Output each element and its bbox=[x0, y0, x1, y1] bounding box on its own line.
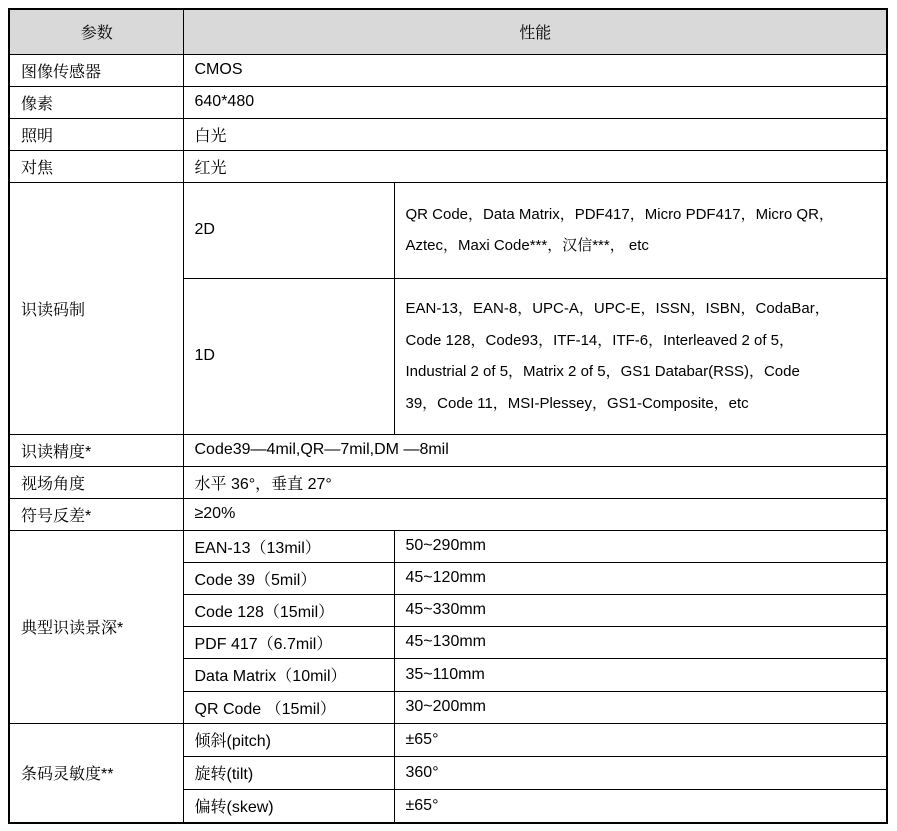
sensitivity-value: ±65° bbox=[394, 789, 887, 823]
dof-symbol: PDF 417（6.7mil） bbox=[183, 626, 394, 658]
dof-range: 30~200mm bbox=[394, 691, 887, 723]
illumination-value: 白光 bbox=[183, 118, 887, 150]
symbologies-1d-label: 1D bbox=[183, 278, 394, 434]
resolution-label: 识读精度* bbox=[9, 434, 183, 466]
field-of-view-label: 视场角度 bbox=[9, 466, 183, 498]
symbologies-1d-line: Industrial 2 of 5，Matrix 2 of 5，GS1 Databar(RSS)，Code bbox=[405, 363, 800, 380]
dof-range: 50~290mm bbox=[394, 530, 887, 562]
symbologies-label: 识读码制 bbox=[9, 182, 183, 434]
dof-symbol: Data Matrix（10mil） bbox=[183, 658, 394, 691]
param-header: 参数 bbox=[9, 9, 183, 54]
sensitivity-row bbox=[9, 723, 887, 756]
aiming-row bbox=[9, 150, 887, 182]
header-row bbox=[9, 9, 887, 54]
symbologies-1d-line: 39，Code 11，MSI-Plessey，GS1-Composite，etc bbox=[405, 394, 749, 412]
depth-of-field-label: 典型识读景深* bbox=[9, 530, 183, 723]
dof-range: 45~120mm bbox=[394, 562, 887, 594]
symbologies-2d-line: QR Code，Data Matrix，PDF417，Micro PDF417，Micro QR， bbox=[405, 205, 834, 223]
sensitivity-value: ±65° bbox=[394, 723, 887, 756]
depth-of-field-row bbox=[9, 530, 887, 562]
dof-range: 35~110mm bbox=[394, 658, 887, 691]
print-contrast-label: 符号反差* bbox=[9, 498, 183, 530]
illumination-label: 照明 bbox=[9, 118, 183, 150]
symbologies-2d-row bbox=[9, 182, 887, 278]
dof-symbol: EAN-13（13mil） bbox=[183, 530, 394, 562]
illumination-row bbox=[9, 118, 887, 150]
print-contrast-row bbox=[9, 498, 887, 530]
dof-symbol: QR Code （15mil） bbox=[183, 691, 394, 723]
sensor-row bbox=[9, 54, 887, 86]
resolution-value: Code39—4mil,QR—7mil,DM —8mil bbox=[183, 434, 887, 466]
dof-range: 45~330mm bbox=[394, 594, 887, 626]
sensor-label: 图像传感器 bbox=[9, 54, 183, 86]
pixels-row bbox=[9, 86, 887, 118]
aiming-value: 红光 bbox=[183, 150, 887, 182]
performance-header: 性能 bbox=[183, 9, 887, 54]
aiming-label: 对焦 bbox=[9, 150, 183, 182]
pixels-value: 640*480 bbox=[183, 86, 887, 118]
pixels-label: 像素 bbox=[9, 86, 183, 118]
symbologies-2d-label: 2D bbox=[183, 182, 394, 278]
print-contrast-value: ≥20% bbox=[183, 498, 887, 530]
sensitivity-angle: 旋转(tilt) bbox=[183, 756, 394, 789]
dof-symbol: Code 128（15mil） bbox=[183, 594, 394, 626]
symbologies-1d-line: Code 128，Code93，ITF-14，ITF-6，Interleaved 2 of 5， bbox=[405, 331, 795, 349]
field-of-view-value: 水平 36°，垂直 27° bbox=[183, 466, 887, 498]
resolution-row bbox=[9, 434, 887, 466]
sensor-value: CMOS bbox=[183, 54, 887, 86]
symbologies-2d-line: Aztec，Maxi Code***，汉信***， etc bbox=[405, 237, 649, 254]
sensitivity-angle: 倾斜(pitch) bbox=[183, 723, 394, 756]
sensitivity-label: 条码灵敏度** bbox=[9, 723, 183, 823]
sensitivity-value: 360° bbox=[394, 756, 887, 789]
field-of-view-row bbox=[9, 466, 887, 498]
symbologies-1d-line: EAN-13，EAN-8，UPC-A，UPC-E，ISSN，ISBN，CodaBar， bbox=[405, 300, 830, 317]
symbologies-1d-list bbox=[394, 278, 887, 434]
spec-table bbox=[8, 8, 888, 824]
sensitivity-angle: 偏转(skew) bbox=[183, 789, 394, 823]
dof-symbol: Code 39（5mil） bbox=[183, 562, 394, 594]
dof-range: 45~130mm bbox=[394, 626, 887, 658]
symbologies-2d-list bbox=[394, 182, 887, 278]
